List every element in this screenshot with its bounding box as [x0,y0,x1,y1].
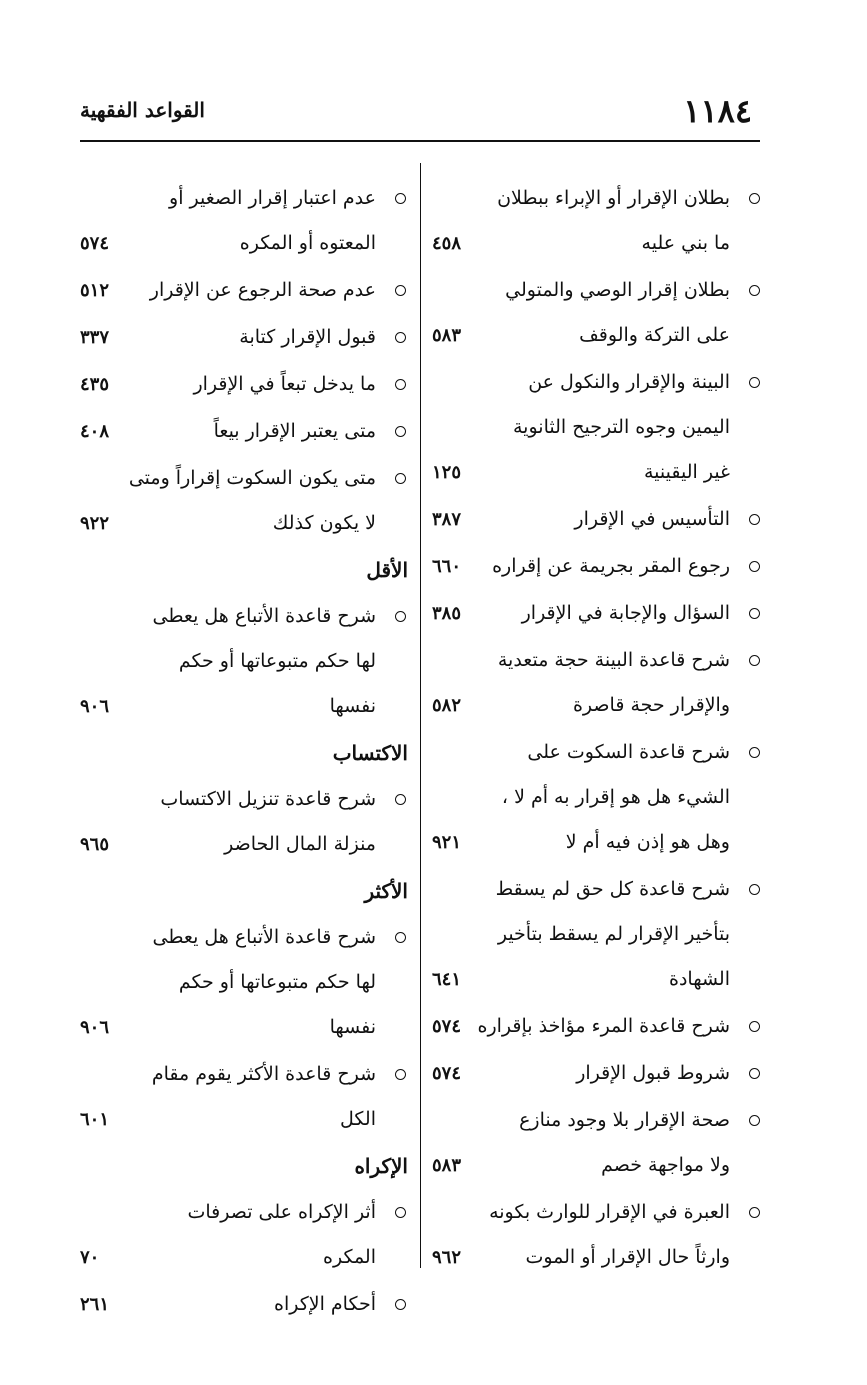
index-entry [432,1004,764,1049]
bullet-icon [749,608,760,619]
index-entry [432,591,764,636]
index-entry [432,268,764,358]
entry-text: شرح قاعدة السكوت على [527,741,730,763]
entry-text: قبول الإقرار كتابة [239,326,376,348]
entry-page-number: ٢٦١ [80,1294,110,1315]
section-heading: الأكثر [364,879,408,903]
bullet-icon [395,285,406,296]
bullet-icon [749,884,760,895]
entry-text: المعتوه أو المكره [239,232,376,254]
index-entry [432,1051,764,1096]
header-rule [80,140,760,142]
entry-page-number: ٥٧٤ [80,233,110,254]
entry-text: شرح قاعدة تنزيل الاكتساب [160,788,376,810]
bullet-icon [395,332,406,343]
index-entry [432,497,764,542]
section-heading: الاكتساب [332,741,408,765]
entry-text: شرح قاعدة الأتباع هل يعطى [152,605,376,627]
bullet-icon [395,932,406,943]
entry-page-number: ٤٥٨ [432,233,462,254]
entry-text: اليمين وجوه الترجيح الثانوية [513,416,730,438]
entry-page-number: ٦٠١ [80,1109,110,1130]
entry-page-number: ٥٧٤ [432,1016,462,1037]
entry-text: شرح قاعدة كل حق لم يسقط [495,878,730,900]
entry-text: التأسيس في الإقرار [574,508,730,530]
index-entry [80,409,410,454]
entry-text: ما يدخل تبعاً في الإقرار [193,373,376,395]
page-number: ١١٨٤ [683,92,752,130]
entry-text: بتأخير الإقرار لم يسقط بتأخير [497,923,730,945]
bullet-icon [749,377,760,388]
index-entry [80,1282,410,1327]
entry-text: شروط قبول الإقرار [576,1062,730,1084]
entry-text: وارثاً حال الإقرار أو الموت [525,1246,730,1268]
index-entry [432,867,764,1002]
index-column-right [432,176,764,1282]
entry-page-number: ٣٨٧ [432,509,462,530]
index-entry [80,915,410,1050]
entry-page-number: ٩٠٦ [80,696,110,717]
index-entry [432,1098,764,1188]
bullet-icon [395,473,406,484]
entry-page-number: ٣٣٧ [80,327,110,348]
entry-text: البينة والإقرار والنكول عن [528,371,730,393]
index-entry [80,1052,410,1142]
index-entry [80,456,410,546]
bullet-icon [395,1069,406,1080]
entry-text: عدم اعتبار إقرار الصغير أو [169,187,376,209]
index-entry [432,730,764,865]
entry-page-number: ٩٠٦ [80,1017,110,1038]
bullet-icon [749,747,760,758]
entry-page-number: ٤٠٨ [80,421,110,442]
bullet-icon [395,426,406,437]
index-column-left [80,176,410,1329]
section-heading: الأقل [366,558,408,582]
index-entry [80,315,410,360]
entry-text: والإقرار حجة قاصرة [572,694,730,716]
entry-text: لها حكم متبوعاتها أو حكم [178,650,376,672]
bullet-icon [749,1115,760,1126]
entry-text: متى يعتبر الإقرار بيعاً [213,420,376,442]
index-entry [432,1190,764,1280]
index-entry [80,1190,410,1280]
index-entry [432,360,764,495]
entry-page-number: ٦٦٠ [432,556,462,577]
bullet-icon [395,193,406,204]
index-entry [80,268,410,313]
bullet-icon [749,285,760,296]
entry-page-number: ٣٨٥ [432,603,462,624]
entry-page-number: ٥١٢ [80,280,110,301]
entry-text: شرح قاعدة الأكثر يقوم مقام [151,1063,376,1085]
bullet-icon [395,611,406,622]
bullet-icon [749,1021,760,1032]
entry-text: أثر الإكراه على تصرفات [187,1201,376,1223]
entry-text: منزلة المال الحاضر [224,833,376,855]
entry-page-number: ٩٦٢ [432,1247,462,1268]
entry-page-number: ٩٦٥ [80,834,110,855]
entry-page-number: ٥٨٣ [432,325,462,346]
entry-text: الشيء هل هو إقرار به أم لا ، [501,786,730,808]
entry-text: نفسها [329,695,376,717]
entry-text: الكل [340,1108,376,1130]
entry-text: وهل هو إذن فيه أم لا [565,831,730,853]
entry-page-number: ٩٢٢ [80,513,110,534]
bullet-icon [749,193,760,204]
entry-page-number: ٥٨٣ [432,1155,462,1176]
entry-text: السؤال والإجابة في الإقرار [521,602,730,624]
entry-text: المكره [323,1246,376,1268]
entry-text: ولا مواجهة خصم [601,1154,730,1176]
page-header [80,92,760,138]
entry-page-number: ٧٠ [80,1247,100,1268]
entry-text: العبرة في الإقرار للوارث بكونه [489,1201,730,1223]
entry-page-number: ٦٤١ [432,969,462,990]
entry-text: شرح قاعدة الأتباع هل يعطى [152,926,376,948]
entry-text: عدم صحة الرجوع عن الإقرار [149,279,376,301]
index-entry [80,594,410,729]
entry-page-number: ٥٨٢ [432,695,462,716]
entry-text: متى يكون السكوت إقراراً ومتى [128,467,376,489]
entry-text: لا يكون كذلك [272,512,376,534]
entry-text: أحكام الإكراه [274,1293,376,1315]
bullet-icon [749,1207,760,1218]
index-entry [432,176,764,266]
entry-text: على التركة والوقف [579,324,730,346]
bullet-icon [749,1068,760,1079]
entry-page-number: ٥٧٤ [432,1063,462,1084]
entry-page-number: ١٢٥ [432,462,462,483]
index-entry [80,176,410,266]
entry-text: نفسها [329,1016,376,1038]
entry-text: بطلان الإقرار أو الإبراء ببطلان [497,187,730,209]
bullet-icon [395,379,406,390]
entry-text: الشهادة [669,968,730,990]
section-heading: الإكراه [354,1154,408,1178]
bullet-icon [395,1207,406,1218]
entry-page-number: ٤٣٥ [80,374,110,395]
bullet-icon [749,655,760,666]
entry-text: رجوع المقر بجريمة عن إقراره [492,555,730,577]
entry-text: شرح قاعدة المرء مؤاخذ بإقراره [477,1015,730,1037]
bullet-icon [749,561,760,572]
index-entry [80,777,410,867]
entry-page-number: ٩٢١ [432,832,462,853]
index-entry [432,638,764,728]
column-divider [420,163,421,1268]
entry-text: صحة الإقرار بلا وجود منازع [519,1109,730,1131]
entry-text: غير اليقينية [644,461,730,483]
bullet-icon [395,1299,406,1310]
bullet-icon [749,514,760,525]
entry-text: لها حكم متبوعاتها أو حكم [178,971,376,993]
bullet-icon [395,794,406,805]
entry-text: شرح قاعدة البينة حجة متعدية [497,649,730,671]
entry-text: ما بني عليه [641,232,730,254]
running-title: القواعد الفقهية [80,98,205,122]
index-entry [432,544,764,589]
entry-text: بطلان إقرار الوصي والمتولي [505,279,730,301]
index-entry [80,362,410,407]
